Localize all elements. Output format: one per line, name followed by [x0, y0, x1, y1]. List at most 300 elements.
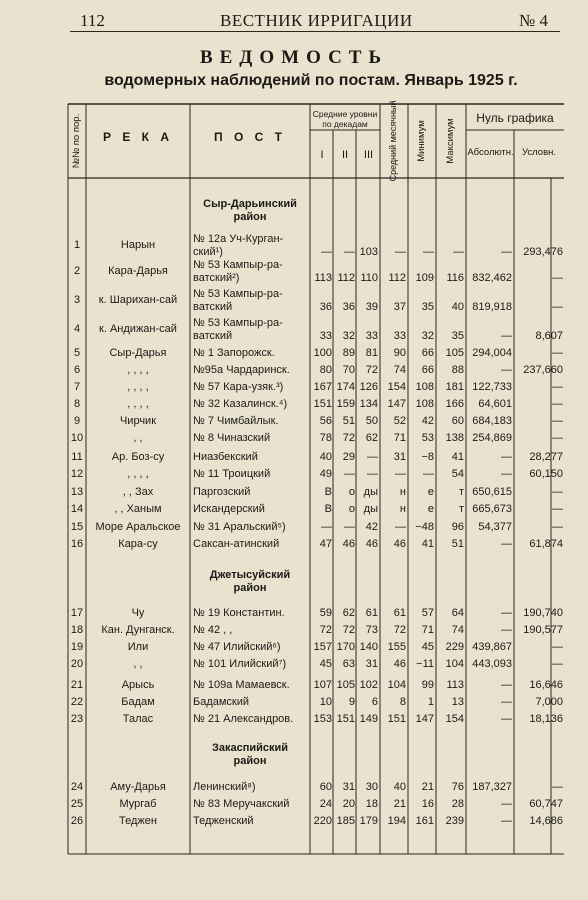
value-conditional: — [552, 347, 563, 359]
river-name: , , , , [127, 364, 149, 376]
value-d2: 29 [342, 451, 355, 463]
value-d2: 32 [342, 330, 355, 342]
section-heading: Джетысуйский [209, 569, 291, 581]
row-number: 20 [70, 658, 84, 670]
value-max: 40 [451, 301, 464, 313]
value-min: — [423, 246, 434, 258]
value-d1: 49 [319, 468, 332, 480]
value-min: 42 [421, 415, 434, 427]
value-absolute: — [501, 679, 512, 691]
value-d3: 72 [365, 364, 378, 376]
post-name: № 109а Мамаевск. [193, 679, 290, 691]
value-mean: 37 [393, 301, 406, 313]
value-min: 147 [415, 713, 434, 725]
value-max: 41 [451, 451, 464, 463]
row-number: 8 [73, 398, 81, 410]
value-d2: 105 [336, 679, 355, 691]
value-conditional: — [552, 432, 563, 444]
value-conditional: 61,874 [529, 538, 563, 550]
post-name: № 21 Александров. [193, 713, 294, 725]
post-name: № 19 Константин. [193, 607, 285, 619]
header-row-number: №№ по пор. [71, 113, 82, 169]
post-name-cont: ватский [193, 301, 233, 313]
value-mean: 33 [393, 330, 406, 342]
value-min: 71 [421, 624, 434, 636]
value-d2: 185 [336, 815, 355, 827]
post-name: № 57 Кара-узяк.³) [193, 381, 284, 393]
value-d2: 20 [342, 798, 355, 810]
value-d2: 70 [342, 364, 355, 376]
river-name: Сыр-Дарья [109, 347, 167, 359]
river-name: , , Ханым [114, 503, 162, 515]
value-max: 60 [451, 415, 464, 427]
value-d3: 134 [359, 398, 378, 410]
river-name: Аму-Дарья [110, 781, 166, 793]
river-name: , , Зах [122, 486, 154, 498]
value-mean: — [395, 468, 406, 480]
value-mean: 40 [393, 781, 406, 793]
post-name: № 32 Казалинск.⁴) [193, 398, 288, 410]
value-mean: 147 [387, 398, 406, 410]
value-min: е [427, 503, 434, 515]
row-number: 1 [73, 239, 81, 251]
row-number: 10 [70, 432, 84, 444]
value-max: 105 [445, 347, 464, 359]
river-name: Кара-Дарья [108, 265, 168, 277]
row-number: 23 [70, 713, 84, 725]
river-name: Чирчик [119, 415, 157, 427]
river-name: Кан. Дунганск. [101, 624, 175, 636]
value-d3: 103 [359, 246, 378, 258]
row-number: 11 [71, 451, 83, 463]
post-name: № 83 Меручакский [193, 798, 290, 810]
value-min: −8 [421, 451, 434, 463]
value-absolute: — [501, 468, 512, 480]
value-d3: 33 [365, 330, 378, 342]
value-max: 138 [445, 432, 464, 444]
value-conditional: 8,607 [535, 330, 563, 342]
value-max: 54 [451, 468, 464, 480]
value-max: 35 [451, 330, 464, 342]
post-name: № 7 Чимбайлык. [193, 415, 279, 427]
river-name: , , , , [127, 398, 149, 410]
value-min: 66 [421, 364, 434, 376]
value-d3: ды [363, 503, 378, 515]
value-d1: 78 [319, 432, 332, 444]
value-absolute: — [501, 330, 512, 342]
value-mean: 112 [388, 272, 406, 284]
value-mean: 71 [393, 432, 406, 444]
value-mean: 74 [393, 364, 406, 376]
post-name: Бадамский [193, 696, 250, 708]
value-max: т [458, 503, 464, 515]
post-name: № 31 Аральский⁵) [193, 521, 286, 533]
value-d3: 73 [365, 624, 378, 636]
value-d2: 46 [342, 538, 355, 550]
value-absolute: 187,327 [472, 781, 512, 793]
value-d3: 42 [365, 521, 378, 533]
row-number: 21 [70, 679, 84, 691]
value-absolute: 819,918 [472, 301, 512, 313]
value-min: 108 [415, 398, 434, 410]
value-mean: 154 [387, 381, 406, 393]
value-d3: 61 [365, 607, 378, 619]
value-d2: 174 [336, 381, 355, 393]
value-d2: 89 [342, 347, 355, 359]
value-absolute: 294,004 [472, 347, 512, 359]
value-max: 166 [445, 398, 464, 410]
section-heading: район [233, 211, 267, 223]
value-max: 104 [445, 658, 464, 670]
value-d3: 126 [359, 381, 378, 393]
value-d2: — [344, 246, 355, 258]
row-number: 3 [73, 294, 81, 306]
value-absolute: — [501, 538, 512, 550]
value-conditional: 60,150 [529, 468, 563, 480]
value-d1: 113 [314, 272, 332, 284]
value-d3: 140 [359, 641, 378, 653]
value-absolute: — [501, 451, 512, 463]
value-conditional: — [552, 781, 563, 793]
post-name: Ленинский⁸) [193, 781, 256, 793]
post-name: № 53 Кампыр-ра- [193, 259, 283, 271]
river-name: Бадам [121, 696, 155, 708]
river-name: , , [133, 432, 143, 444]
value-d2: 63 [342, 658, 355, 670]
value-max: 113 [446, 679, 464, 691]
header-decade-2: II [341, 150, 349, 161]
value-absolute: 54,377 [478, 521, 512, 533]
river-name: , , [133, 658, 143, 670]
value-mean: 31 [393, 451, 406, 463]
value-d1: — [321, 246, 332, 258]
value-min: 66 [421, 347, 434, 359]
row-number: 2 [73, 265, 81, 277]
value-absolute: — [501, 713, 512, 725]
value-d1: 47 [319, 538, 332, 550]
value-d1: В [324, 503, 332, 515]
row-number: 25 [70, 798, 84, 810]
post-name: № 11 Троицкий [193, 468, 271, 480]
row-number: 15 [70, 521, 84, 533]
row-number: 14 [70, 503, 84, 515]
value-d3: 62 [365, 432, 378, 444]
value-absolute: — [501, 624, 512, 636]
row-number: 16 [70, 538, 84, 550]
value-absolute: — [501, 246, 512, 258]
post-name: № 42 , , [193, 624, 233, 636]
value-d3: ды [363, 486, 378, 498]
post-name-cont: ватский [193, 330, 233, 342]
value-d1: 72 [319, 624, 332, 636]
value-mean: 72 [393, 624, 406, 636]
header-maximum: Максимум [445, 118, 456, 164]
value-conditional: 60,747 [529, 798, 563, 810]
value-absolute: 650,615 [472, 486, 512, 498]
row-number: 7 [73, 381, 81, 393]
value-d2: о [348, 486, 355, 498]
value-min: 57 [421, 607, 434, 619]
value-absolute: 684,183 [472, 415, 512, 427]
value-d1: 167 [313, 381, 332, 393]
river-name: , , , , [127, 381, 149, 393]
value-conditional: — [552, 658, 563, 670]
header-minimum: Минимум [416, 120, 427, 162]
river-name: к. Андижан-сай [99, 323, 177, 335]
value-max: 51 [451, 538, 464, 550]
value-d3: 46 [365, 538, 378, 550]
value-mean: н [399, 486, 406, 498]
value-d2: 9 [348, 696, 355, 708]
header-decades: Средние уровни по декадам [312, 109, 378, 129]
value-d1: 100 [313, 347, 332, 359]
value-d1: 36 [319, 301, 332, 313]
river-name: Нарын [120, 239, 156, 251]
river-name: Мургаб [119, 798, 157, 810]
value-d1: 24 [319, 798, 332, 810]
value-max: 239 [445, 815, 464, 827]
value-conditional: — [552, 381, 563, 393]
value-min: 35 [421, 301, 434, 313]
value-d3: — [367, 451, 378, 463]
header-absolute: Абсолютн. [467, 147, 514, 158]
value-mean: 8 [399, 696, 406, 708]
value-absolute: — [501, 696, 512, 708]
row-number: 13 [70, 486, 84, 498]
value-d1: 220 [313, 815, 332, 827]
post-name: № 12а Уч-Курган- [193, 233, 284, 245]
value-max: 229 [445, 641, 464, 653]
value-absolute: — [501, 798, 512, 810]
value-d1: 157 [313, 641, 332, 653]
post-name: Саксан-атинский [193, 538, 280, 550]
section-heading: район [233, 582, 267, 594]
value-d1: 60 [319, 781, 332, 793]
value-d3: 6 [371, 696, 378, 708]
value-min: 109 [415, 272, 434, 284]
value-mean: 155 [387, 641, 406, 653]
value-d2: 72 [342, 624, 355, 636]
value-mean: 61 [393, 607, 406, 619]
value-max: 154 [445, 713, 464, 725]
value-d2: 151 [336, 713, 355, 725]
river-name: , , , , [127, 468, 149, 480]
row-number: 9 [73, 415, 81, 427]
value-absolute: 443,093 [472, 658, 512, 670]
value-min: 21 [421, 781, 434, 793]
row-number: 4 [73, 323, 81, 335]
value-absolute: — [501, 607, 512, 619]
value-d1: 153 [313, 713, 332, 725]
value-mean: — [395, 521, 406, 533]
value-d2: о [348, 503, 355, 515]
value-d2: 51 [342, 415, 355, 427]
value-d2: 62 [342, 607, 355, 619]
value-max: 64 [451, 607, 464, 619]
value-mean: 104 [387, 679, 406, 691]
value-d1: — [321, 521, 332, 533]
post-name: № 8 Чиназский [193, 432, 271, 444]
value-d3: 81 [365, 347, 378, 359]
river-name: к. Шарихан-сай [98, 294, 178, 306]
value-max: 116 [446, 272, 464, 284]
document-title: ВЕДОМОСТЬ [199, 47, 389, 68]
value-min: е [427, 486, 434, 498]
post-name: Тедженский [193, 815, 254, 827]
post-name: № 1 Запорожск. [193, 347, 275, 359]
header-conditional: Условн. [521, 147, 556, 158]
value-conditional: 293,476 [523, 246, 563, 258]
value-conditional: — [552, 641, 563, 653]
value-d3: 30 [365, 781, 378, 793]
value-conditional: 18,136 [529, 713, 563, 725]
value-min: 108 [415, 381, 434, 393]
value-d2: 170 [336, 641, 355, 653]
post-name-cont: ский¹) [193, 246, 223, 258]
value-min: 16 [421, 798, 434, 810]
row-number: 24 [70, 781, 84, 793]
value-mean: н [399, 503, 406, 515]
value-max: 181 [445, 381, 464, 393]
value-d1: 151 [313, 398, 332, 410]
value-mean: 90 [393, 347, 406, 359]
value-min: −48 [415, 521, 434, 533]
value-d1: 45 [319, 658, 332, 670]
value-mean: 21 [393, 798, 406, 810]
value-d2: 31 [342, 781, 355, 793]
value-absolute: — [501, 364, 512, 376]
value-conditional: 190,577 [523, 624, 563, 636]
value-min: 53 [421, 432, 434, 444]
value-mean: — [395, 246, 406, 258]
value-conditional: 28,277 [529, 451, 563, 463]
section-heading: Закаспийский [211, 742, 289, 754]
value-conditional: — [552, 272, 563, 284]
value-d3: 110 [360, 272, 378, 284]
value-absolute: 832,462 [472, 272, 512, 284]
header-zero-gauge: Нуль графика [476, 113, 554, 124]
value-absolute: 665,673 [472, 503, 512, 515]
value-d2: — [344, 468, 355, 480]
value-conditional: — [552, 301, 563, 313]
value-d2: 36 [342, 301, 355, 313]
value-mean: 151 [387, 713, 406, 725]
value-d1: В [324, 486, 332, 498]
river-name: Море Аральское [95, 521, 181, 533]
value-mean: 46 [393, 658, 406, 670]
value-mean: 194 [387, 815, 406, 827]
header-monthly-mean: Средний месячный [388, 100, 398, 182]
value-d3: 18 [365, 798, 378, 810]
value-d3: 149 [359, 713, 378, 725]
value-absolute: — [501, 815, 512, 827]
post-name: №95а Чардаринск. [193, 364, 290, 376]
value-absolute: 439,867 [472, 641, 512, 653]
value-d1: 40 [319, 451, 332, 463]
value-min: 45 [421, 641, 434, 653]
row-number: 5 [73, 347, 81, 359]
value-max: — [453, 246, 464, 258]
value-max: 28 [451, 798, 464, 810]
value-max: 13 [451, 696, 464, 708]
value-d3: 179 [359, 815, 378, 827]
row-number: 6 [73, 364, 81, 376]
post-name: № 53 Кампыр-ра- [193, 288, 283, 300]
row-number: 19 [70, 641, 84, 653]
river-name: Ар. Боз-су [111, 451, 165, 463]
value-min: −11 [416, 658, 434, 670]
value-mean: 52 [393, 415, 406, 427]
value-min: 1 [427, 696, 434, 708]
post-name: № 101 Илийский⁷) [193, 658, 287, 670]
header-decade-1: I [320, 150, 324, 161]
value-d3: 39 [365, 301, 378, 313]
value-max: 96 [451, 521, 464, 533]
value-d1: 59 [319, 607, 332, 619]
value-conditional: — [552, 503, 563, 515]
value-d1: 33 [319, 330, 332, 342]
value-d1: 80 [319, 364, 332, 376]
issue-number: № 4 [519, 11, 548, 30]
value-max: 74 [451, 624, 464, 636]
value-absolute: 64,601 [478, 398, 512, 410]
value-min: 32 [421, 330, 434, 342]
value-d2: 159 [336, 398, 355, 410]
value-conditional: 7,000 [535, 696, 563, 708]
value-conditional: — [552, 415, 563, 427]
post-name-cont: ватский²) [193, 272, 240, 284]
value-conditional: — [552, 486, 563, 498]
header-decade-3: III [363, 150, 374, 161]
section-heading: район [233, 755, 267, 767]
value-conditional: — [552, 521, 563, 533]
row-number: 18 [70, 624, 84, 636]
value-d3: 31 [365, 658, 378, 670]
value-max: т [458, 486, 464, 498]
river-name: Или [127, 641, 149, 653]
value-conditional: 190,740 [523, 607, 563, 619]
journal-title: ВЕСТНИК ИРРИГАЦИИ [220, 11, 413, 30]
page-number: 112 [80, 11, 105, 30]
value-conditional: 16,646 [529, 679, 563, 691]
section-heading: Сыр-Дарьинский [203, 198, 297, 210]
river-name: Арысь [121, 679, 155, 691]
river-name: Кара-су [118, 538, 158, 550]
river-name: Теджен [119, 815, 157, 827]
river-name: Талас [122, 713, 154, 725]
value-max: 76 [451, 781, 464, 793]
value-min: 161 [415, 815, 434, 827]
value-conditional: 237,660 [523, 364, 563, 376]
value-min: — [423, 468, 434, 480]
value-max: 88 [451, 364, 464, 376]
document-subtitle: водомерных наблюдений по постам. Январь 1925 г. [104, 72, 518, 89]
value-conditional: — [552, 398, 563, 410]
row-number: 26 [70, 815, 84, 827]
value-d3: 102 [359, 679, 378, 691]
header-river: Р Е К А [103, 132, 173, 143]
value-min: 41 [421, 538, 434, 550]
value-d2: 112 [337, 272, 355, 284]
header-post: П О С Т [214, 132, 286, 143]
value-absolute: 254,869 [472, 432, 512, 444]
value-d3: 50 [365, 415, 378, 427]
value-d1: 56 [319, 415, 332, 427]
post-name: Искандерский [193, 503, 265, 515]
value-conditional: 14,686 [529, 815, 563, 827]
value-d1: 107 [313, 679, 332, 691]
value-mean: 46 [393, 538, 406, 550]
